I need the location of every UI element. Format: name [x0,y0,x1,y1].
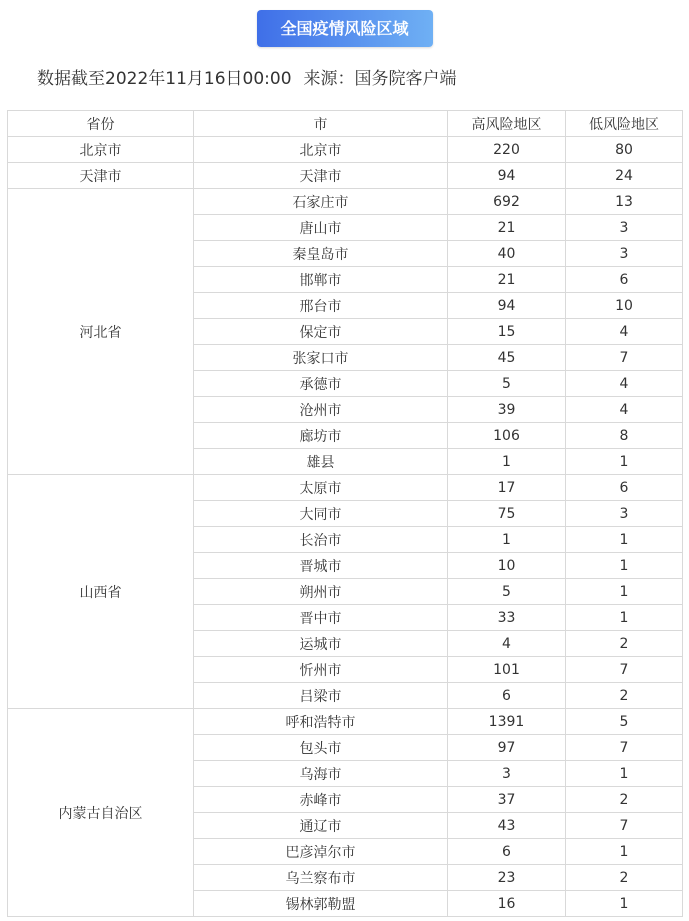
city-cell: 廊坊市 [194,423,448,449]
table-row [8,475,683,501]
city-cell: 包头市 [194,735,448,761]
city-cell: 承德市 [194,371,448,397]
low-risk-cell: 6 [566,267,683,293]
high-risk-cell: 1391 [448,709,566,735]
table-row [8,709,683,735]
low-risk-cell: 24 [566,163,683,189]
header-province: 省份 [8,111,194,137]
high-risk-cell: 4 [448,631,566,657]
city-cell: 锡林郭勒盟 [194,891,448,917]
high-risk-cell: 6 [448,683,566,709]
city-cell: 运城市 [194,631,448,657]
table-row [8,137,683,163]
province-cell: 山西省 [8,475,194,709]
table-body [8,137,683,917]
city-cell: 长治市 [194,527,448,553]
city-cell: 晋城市 [194,553,448,579]
province-cell: 内蒙古自治区 [8,709,194,917]
high-risk-cell: 1 [448,527,566,553]
high-risk-cell: 21 [448,215,566,241]
low-risk-cell: 1 [566,553,683,579]
low-risk-cell: 3 [566,501,683,527]
high-risk-cell: 94 [448,293,566,319]
low-risk-cell: 1 [566,761,683,787]
high-risk-cell: 75 [448,501,566,527]
high-risk-cell: 23 [448,865,566,891]
city-cell: 大同市 [194,501,448,527]
high-risk-cell: 94 [448,163,566,189]
province-cell: 天津市 [8,163,194,189]
low-risk-cell: 6 [566,475,683,501]
city-cell: 沧州市 [194,397,448,423]
low-risk-cell: 1 [566,839,683,865]
city-cell: 保定市 [194,319,448,345]
low-risk-cell: 7 [566,657,683,683]
city-cell: 通辽市 [194,813,448,839]
data-info-line [37,64,457,89]
city-cell: 雄县 [194,449,448,475]
high-risk-cell: 40 [448,241,566,267]
high-risk-cell: 6 [448,839,566,865]
low-risk-cell: 13 [566,189,683,215]
city-cell: 忻州市 [194,657,448,683]
high-risk-cell: 33 [448,605,566,631]
high-risk-cell: 21 [448,267,566,293]
low-risk-cell: 7 [566,735,683,761]
city-cell: 秦皇岛市 [194,241,448,267]
city-cell: 朔州市 [194,579,448,605]
high-risk-cell: 5 [448,371,566,397]
low-risk-cell: 4 [566,371,683,397]
high-risk-cell: 1 [448,449,566,475]
risk-area-table [7,110,683,917]
high-risk-cell: 3 [448,761,566,787]
low-risk-cell: 2 [566,865,683,891]
city-cell: 邢台市 [194,293,448,319]
data-date: 数据截至2022年11月16日00:00 [37,69,292,89]
high-risk-cell: 43 [448,813,566,839]
table-row [8,189,683,215]
low-risk-cell: 1 [566,605,683,631]
high-risk-cell: 220 [448,137,566,163]
low-risk-cell: 1 [566,891,683,917]
header-high-risk: 高风险地区 [448,111,566,137]
high-risk-cell: 45 [448,345,566,371]
city-cell: 石家庄市 [194,189,448,215]
city-cell: 乌海市 [194,761,448,787]
high-risk-cell: 97 [448,735,566,761]
data-source: 来源：国务院客户端 [303,69,457,89]
low-risk-cell: 2 [566,631,683,657]
low-risk-cell: 80 [566,137,683,163]
high-risk-cell: 39 [448,397,566,423]
high-risk-cell: 10 [448,553,566,579]
high-risk-cell: 16 [448,891,566,917]
high-risk-cell: 692 [448,189,566,215]
table-row [8,163,683,189]
city-cell: 吕梁市 [194,683,448,709]
city-cell: 赤峰市 [194,787,448,813]
city-cell: 呼和浩特市 [194,709,448,735]
low-risk-cell: 3 [566,215,683,241]
city-cell: 天津市 [194,163,448,189]
low-risk-cell: 5 [566,709,683,735]
low-risk-cell: 7 [566,813,683,839]
header-low-risk: 低风险地区 [566,111,683,137]
high-risk-cell: 5 [448,579,566,605]
low-risk-cell: 2 [566,787,683,813]
low-risk-cell: 4 [566,397,683,423]
low-risk-cell: 7 [566,345,683,371]
high-risk-cell: 37 [448,787,566,813]
low-risk-cell: 1 [566,449,683,475]
city-cell: 北京市 [194,137,448,163]
low-risk-cell: 3 [566,241,683,267]
table-header-row [8,111,683,137]
low-risk-cell: 4 [566,319,683,345]
low-risk-cell: 1 [566,527,683,553]
city-cell: 太原市 [194,475,448,501]
province-cell: 北京市 [8,137,194,163]
high-risk-cell: 106 [448,423,566,449]
province-cell: 河北省 [8,189,194,475]
high-risk-cell: 15 [448,319,566,345]
page-title-button[interactable]: 全国疫情风险区域 [257,10,433,47]
title-wrap [0,10,689,47]
city-cell: 乌兰察布市 [194,865,448,891]
low-risk-cell: 10 [566,293,683,319]
city-cell: 晋中市 [194,605,448,631]
high-risk-cell: 17 [448,475,566,501]
low-risk-cell: 8 [566,423,683,449]
low-risk-cell: 2 [566,683,683,709]
city-cell: 张家口市 [194,345,448,371]
low-risk-cell: 1 [566,579,683,605]
city-cell: 巴彦淖尔市 [194,839,448,865]
header-city: 市 [194,111,448,137]
city-cell: 唐山市 [194,215,448,241]
city-cell: 邯郸市 [194,267,448,293]
high-risk-cell: 101 [448,657,566,683]
